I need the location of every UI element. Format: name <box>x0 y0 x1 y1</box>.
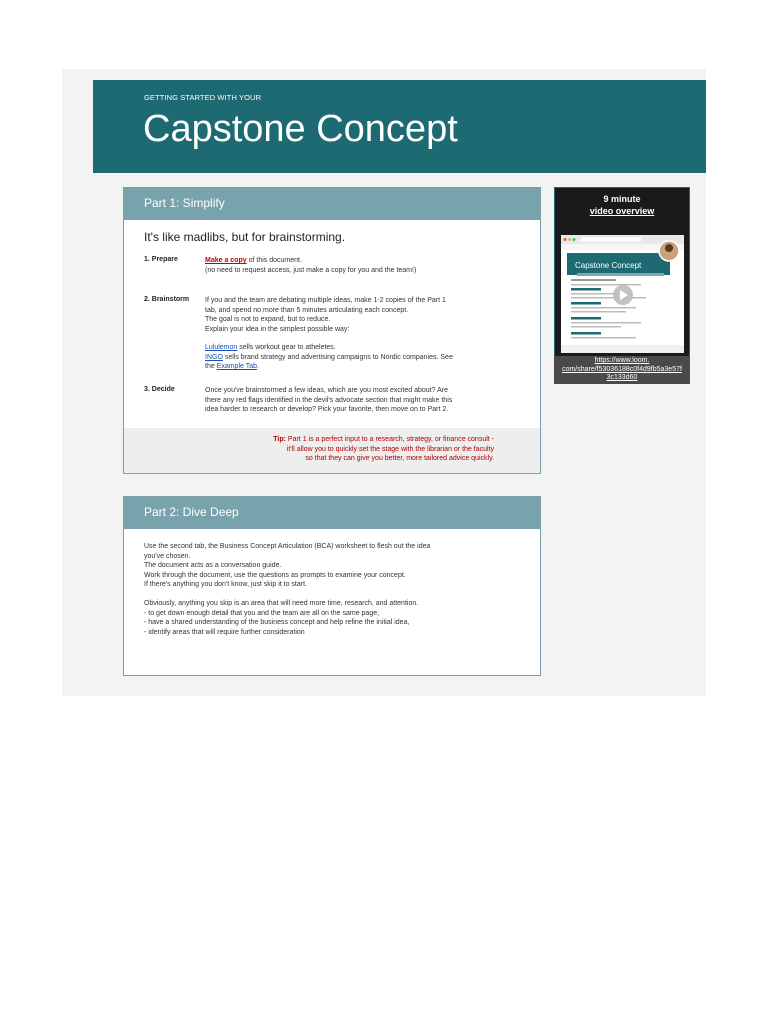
decide-label: 3. Decide <box>144 386 175 393</box>
decide-line: idea harder to research or develop? Pick your favorite, then move on to Part 2. <box>205 406 449 413</box>
decide-body <box>205 386 505 415</box>
example-2-text: sells brand strategy and advertising campaigns to Nordic companies. See <box>222 353 453 361</box>
part1-tagline: It's like madlibs, but for brainstorming. <box>144 230 346 244</box>
loom-link-line[interactable]: 3c133d60 <box>606 374 638 381</box>
example-tab-link[interactable]: Example Tab <box>216 363 258 370</box>
video-overview-card[interactable] <box>554 187 690 359</box>
video-thumbnail[interactable] <box>561 235 684 353</box>
loom-link-line[interactable]: com/share/f53036188c0f4d9fb5a3e57f <box>562 365 682 373</box>
part1-card <box>123 187 541 474</box>
part2-heading: Part 2: Dive Deep <box>124 497 540 529</box>
header-eyebrow: GETTING STARTED WITH YOUR <box>144 93 262 102</box>
decide-line: there any red flags identified in the devil's advocate section that might make this <box>205 396 453 404</box>
example-2-end: . <box>257 363 259 370</box>
part2-line: Obviously, anything you skip is an area that will need more time, research, and attention. <box>144 600 419 607</box>
tip-line: so that they can give you better, more tailored advice quickly. <box>305 455 494 462</box>
prepare-text: of this document. <box>246 257 302 264</box>
thumbnail-graphic <box>561 235 684 353</box>
header-banner <box>93 80 706 173</box>
part2-line: Use the second tab, the Business Concept Articulation (BCA) worksheet to flesh out the idea <box>144 543 431 550</box>
brainstorm-line: The goal is not to expand, but to reduce. <box>205 316 331 323</box>
tip-line: Part 1 is a perfect input to a research, strategy, or finance consult - <box>285 436 494 443</box>
tip-box <box>124 428 540 473</box>
part2-line: you've chosen. <box>144 552 191 560</box>
part2-body <box>144 542 484 637</box>
video-title-line: 9 minute <box>603 194 641 204</box>
prepare-body <box>205 256 505 275</box>
part2-line: If there's anything you don't know, just skip it to start. <box>144 581 307 588</box>
brainstorm-body <box>205 296 505 372</box>
part2-line: The document acts as a conversation guide. <box>144 562 282 569</box>
brainstorm-label: 2. Brainstorm <box>144 296 190 303</box>
example-2-the: the <box>205 363 217 370</box>
tip-line: it'll allow you to quickly set the stage with the librarian or the faculty <box>286 445 494 453</box>
lululemon-link[interactable]: Lululemon <box>205 344 238 351</box>
video-overview-link[interactable]: video overview <box>589 206 655 216</box>
part2-line: Work through the document, use the questions as prompts to examine your concept. <box>144 571 406 579</box>
decide-line: Once you've brainstormed a few ideas, which are you most excited about? Are <box>205 387 448 394</box>
video-title <box>555 193 689 217</box>
loom-link-line[interactable]: https://www.loom. <box>594 357 650 364</box>
part2-card <box>123 496 541 676</box>
brainstorm-line: If you and the team are debating multiple ideas, make 1-2 copies of the Part 1 <box>205 297 446 304</box>
part2-line: - identify areas that will require further consideration <box>144 628 305 636</box>
prepare-label: 1. Prepare <box>144 256 178 263</box>
brainstorm-line: Explain your idea in the simplest possible way: <box>205 325 350 333</box>
brainstorm-line: tab, and spend no more than 5 minutes articulating each concept. <box>205 306 409 314</box>
prepare-note: (no need to request access, just make a copy for you and the team!) <box>205 266 417 274</box>
part2-line: - to get down enough detail that you and the team are all on the same page, <box>144 609 380 617</box>
ingo-link[interactable]: INGO <box>205 353 223 361</box>
tip-text <box>194 435 494 464</box>
page-title: Capstone Concept <box>143 108 458 150</box>
example-1-text: sells workout gear to atheletes. <box>237 344 336 351</box>
loom-link[interactable] <box>552 357 692 383</box>
tip-label: Tip: <box>273 436 286 443</box>
thumbnail-title: Capstone Concept <box>575 261 642 270</box>
make-copy-link[interactable]: Make a copy <box>205 257 247 264</box>
part1-heading: Part 1: Simplify <box>124 188 540 220</box>
part2-line: - have a shared understanding of the business concept and help refine the initial idea, <box>144 619 410 626</box>
